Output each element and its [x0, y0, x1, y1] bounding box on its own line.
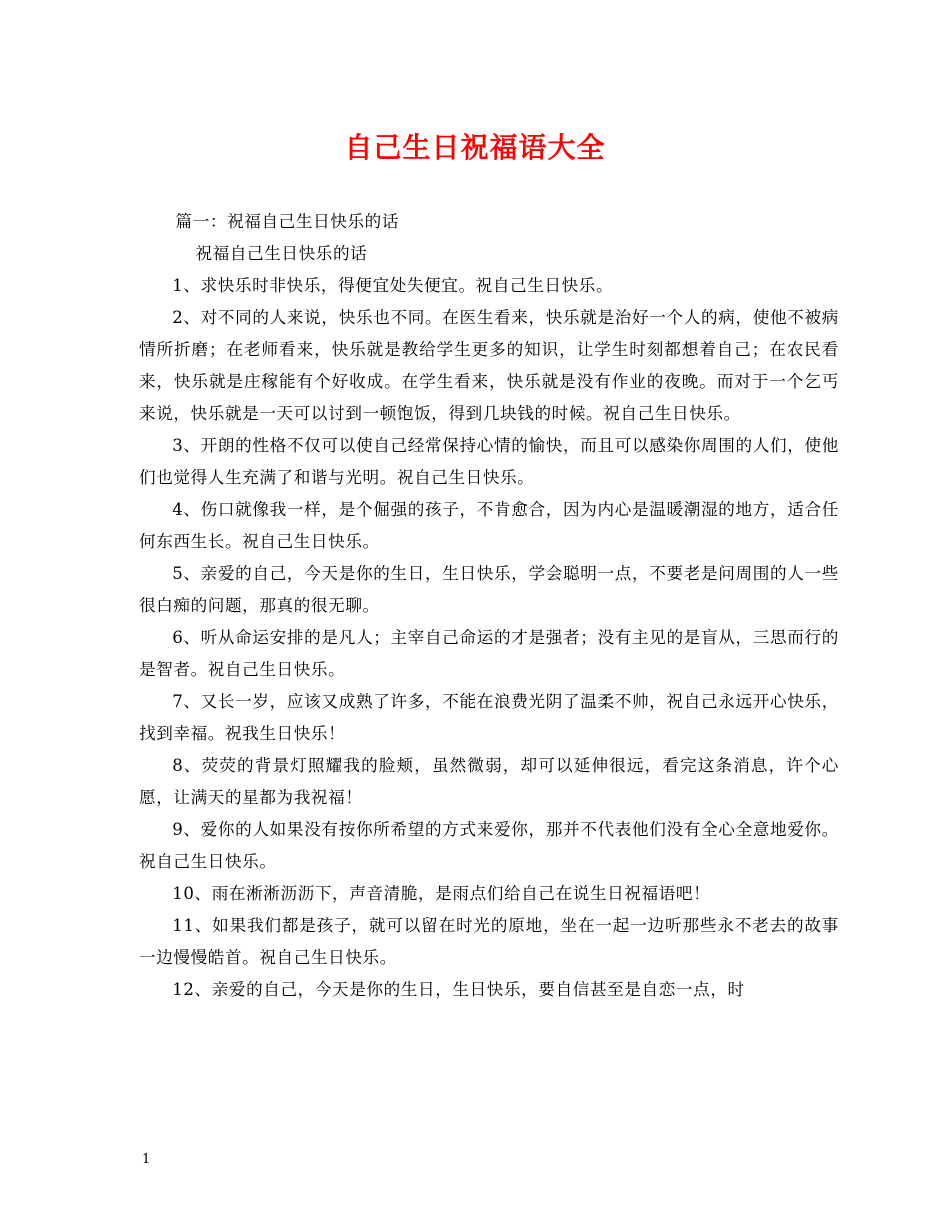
- subheading: 祝福自己生日快乐的话: [195, 244, 368, 263]
- paragraph: 9、爱你的人如果没有按你所希望的方式来爱你，那并不代表他们没有全心全意地爱你。祝自己生日快乐。: [139, 820, 839, 871]
- paragraph: 11、如果我们都是孩子，就可以留在时光的原地，坐在一起一边听那些永不老去的故事一边慢慢皓首。祝自己生日快乐。: [139, 916, 839, 967]
- section-heading: 篇一：祝福自己生日快乐的话: [175, 212, 400, 231]
- paragraph: 2、对不同的人来说，快乐也不同。在医生看来，快乐就是治好一个人的病，使他不被病情所折磨；在老师看来，快乐就是教给学生更多的知识，让学生时刻都想着自己；在农民看来，快乐就是庄稼能有个好收成。在学生看来，快乐就是没有作业的夜晚。而对于一个乞丐来说，快乐就是一天可以讨到一顿饱饭，得到几块钱的时候。祝自己生日快乐。: [139, 308, 839, 423]
- page-number: 1: [142, 1152, 151, 1167]
- document-body: [139, 206, 839, 1006]
- paragraph: 8、荧荧的背景灯照耀我的脸颊，虽然微弱，却可以延伸很远，看完这条消息，许个心愿，让满天的星都为我祝福！: [139, 756, 839, 807]
- paragraph: 10、雨在淅淅沥沥下，声音清脆，是雨点们给自己在说生日祝福语吧！: [172, 884, 711, 903]
- paragraph: 5、亲爱的自己，今天是你的生日，生日快乐，学会聪明一点，不要老是问周围的人一些很白痴的问题，那真的很无聊。: [139, 564, 839, 615]
- paragraph: 12、亲爱的自己，今天是你的生日，生日快乐，要自信甚至是自恋一点，时: [172, 980, 745, 999]
- paragraph: 4、伤口就像我一样，是个倔强的孩子，不肯愈合，因为内心是温暖潮湿的地方，适合任何东西生长。祝自己生日快乐。: [139, 500, 839, 551]
- document-title: 自己生日祝福语大全: [344, 131, 606, 164]
- paragraph: 1、求快乐时非快乐，得便宜处失便宜。祝自己生日快乐。: [172, 276, 614, 295]
- paragraph: 3、开朗的性格不仅可以使自己经常保持心情的愉快，而且可以感染你周围的人们，使他们也觉得人生充满了和谐与光明。祝自己生日快乐。: [139, 436, 839, 487]
- paragraph: 7、又长一岁，应该又成熟了许多，不能在浪费光阴了温柔不帅，祝自己永远开心快乐，找到幸福。祝我生日快乐！: [139, 692, 839, 743]
- paragraph: 6、听从命运安排的是凡人；主宰自己命运的才是强者；没有主见的是盲从，三思而行的是智者。祝自己生日快乐。: [139, 628, 839, 679]
